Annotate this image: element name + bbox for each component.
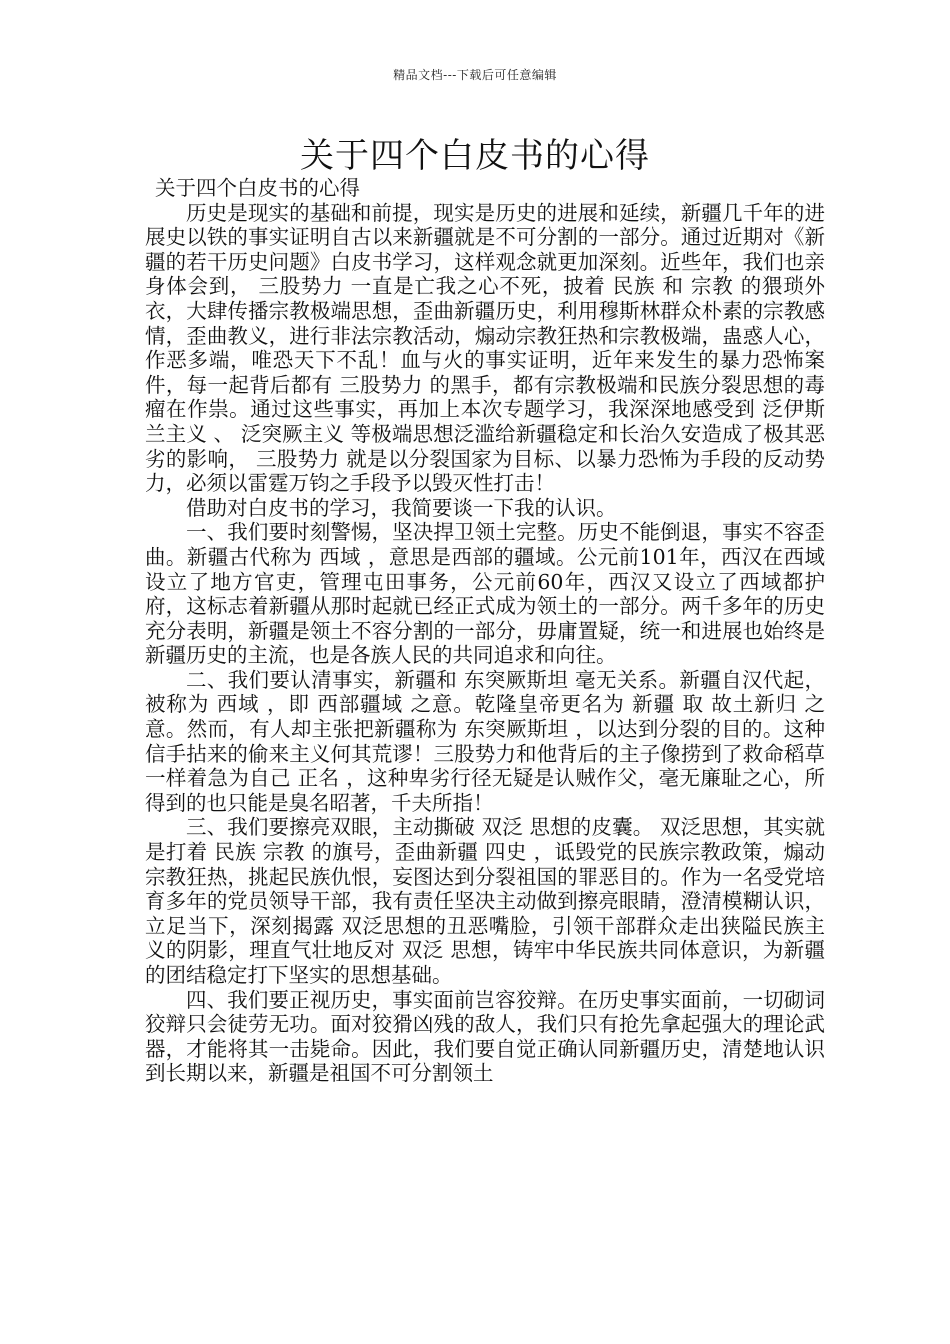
paragraph-point-three: 三、我们要擦亮双眼，主动撕破 双泛 思想的皮囊。 双泛思想，其实就是打着 民族 宗教 的旗号，歪曲新疆 四史 ，诋毁党的民族宗教政策，煽动宗教狂热，挑起民族仇恨，妄图达到分裂祖国的罪恶目的。作为一名受党培育多年的党员领导干部，我有责任坚决主动做到擦亮眼睛，澄清模糊认识，立足当下，深刻揭露 双泛思想的丑恶嘴脸，引领干部群众走出狭隘民族主义的阴影，理直气壮地反对 双泛 思想，铸牢中华民族共同体意识，为新疆的团结稳定打下坚实的思想基础。	[145, 815, 825, 987]
document-body	[145, 176, 825, 1086]
paragraph-point-four: 四、我们要正视历史，事实面前岂容狡辩。在历史事实面前，一切砌词狡辩只会徒劳无功。面对狡猾凶残的敌人，我们只有抢先拿起强大的理论武器，才能将其一击毙命。因此，我们要自觉正确认同新疆历史，清楚地认识到长期以来，新疆是祖国不可分割领土	[145, 987, 825, 1086]
paragraph-summary: 借助对白皮书的学习，我简要谈一下我的认识。	[186, 495, 617, 520]
header-note: 精品文档---下载后可任意编辑	[393, 68, 557, 82]
paragraph-intro: 历史是现实的基础和前提，现实是历史的进展和延续，新疆几千年的进展史以铁的事实证明自古以来新疆就是不可分割的一部分。通过近期对《新疆的若干历史问题》白皮书学习，这样观念就更加深刻。近些年，我们也亲身体会到， 三股势力 一直是亡我之心不死，披着 民族 和 宗教 的猥琐外衣，大肆传播宗教极端思想，歪曲新疆历史，利用穆斯林群众朴素的宗教感情，歪曲教义，进行非法宗教活动，煽动宗教狂热和宗教极端，蛊惑人心，作恶多端，唯恐天下不乱！血与火的事实证明，近年来发生的暴力恐怖案件，每一起背后都有 三股势力 的黑手，都有宗教极端和民族分裂思想的毒瘤在作祟。通过这些事实，再加上本次专题学习，我深深地感受到 泛伊斯兰主义 、 泛突厥主义 等极端思想泛滥给新疆稳定和长治久安造成了极其恶劣的影响， 三股势力 就是以分裂国家为目标、以暴力恐怖为手段的反动势力，必须以雷霆万钧之手段予以毁灭性打击！	[145, 200, 825, 496]
document-subtitle: 关于四个白皮书的心得	[155, 176, 360, 200]
paragraph-point-two: 二、我们要认清事实，新疆和 东突厥斯坦 毫无关系。新疆自汉代起，被称为 西域 ，即 西部疆域 之意。乾隆皇帝更名为 新疆 取 故土新归 之意。然而，有人却主张把新疆称为 东突厥斯坦 ，以达到分裂的目的。这种信手拈来的偷来主义何其荒谬！三股势力和他背后的主子像捞到了救命稻草一样着急为自己 正名 ，这种卑劣行径无疑是认贼作父，毫无廉耻之心，所得到的也只能是臭名昭著，千夫所指！	[145, 667, 825, 815]
document-title: 关于四个白皮书的心得	[300, 136, 650, 176]
paragraph-point-one: 一、我们要时刻警惕，坚决捍卫领土完整。历史不能倒退，事实不容歪曲。新疆古代称为 西域 ，意思是西部的疆域。公元前101年，西汉在西域设立了地方官吏，管理屯田事务，公元前60年，西汉又设立了西域都护府，这标志着新疆从那时起就已经正式成为领土的一部分。两千多年的历史充分表明，新疆是领土不容分割的一部分，毋庸置疑，统一和进展也始终是新疆历史的主流，也是各族人民的共同追求和向往。	[145, 520, 825, 668]
